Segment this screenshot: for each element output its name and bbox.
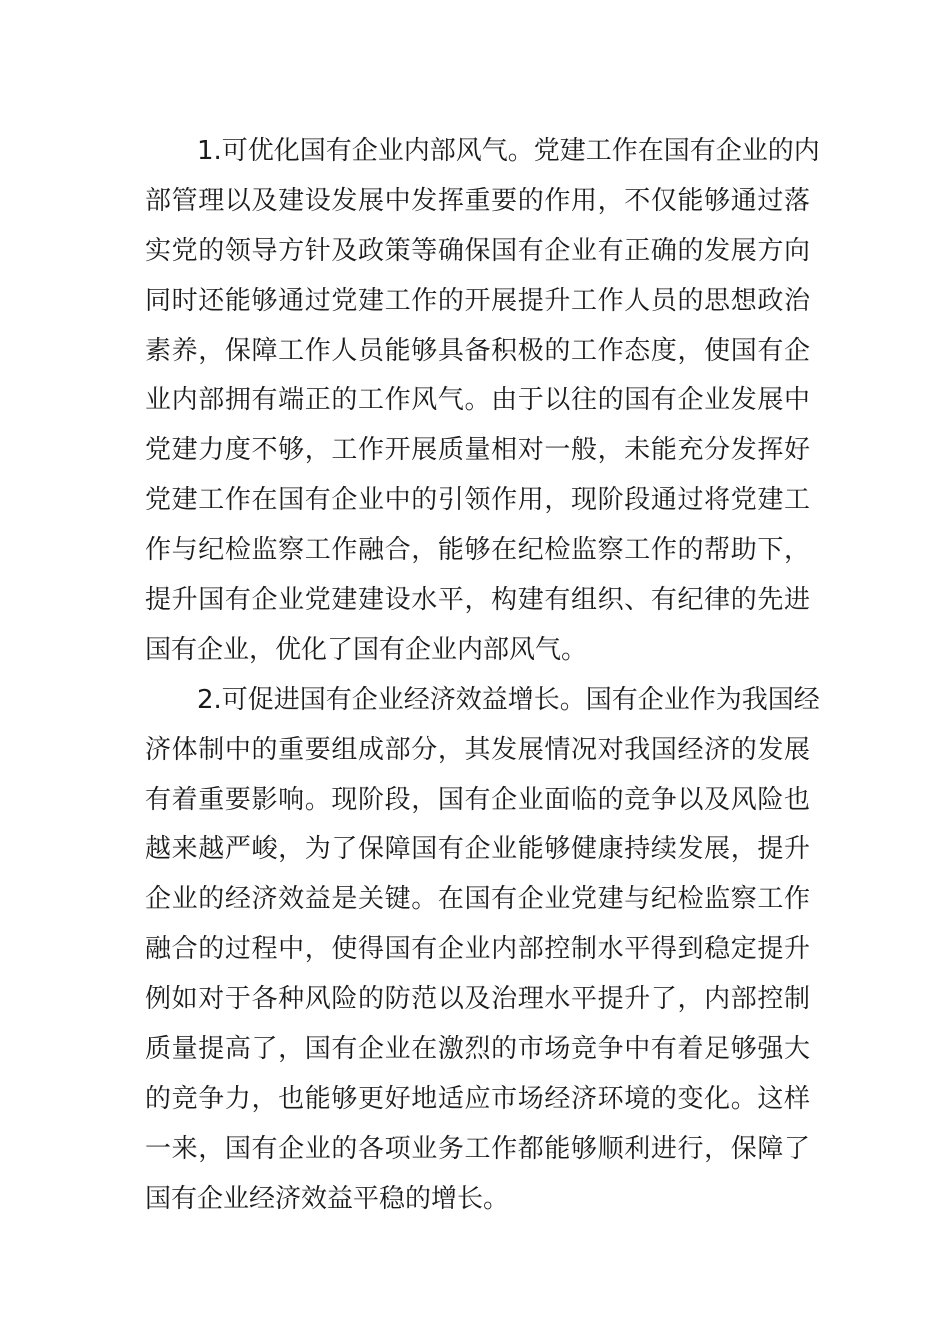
paragraph-line: 质量提高了，国有企业在激烈的市场竞争中有着足够强大 [145, 1034, 810, 1065]
paragraph-line: 济体制中的重要组成部分，其发展情况对我国经济的发展 [145, 734, 810, 765]
paragraph-line: 1.可优化国有企业内部风气。党建工作在国有企业的内 [197, 136, 820, 166]
paragraph-1 [145, 127, 820, 676]
paragraph-line: 例如对于各种风险的防范以及治理水平提升了，内部控制 [145, 984, 810, 1015]
paragraph-line: 国有企业经济效益平稳的增长。 [145, 1183, 510, 1214]
paragraph-line: 企业的经济效益是关键。在国有企业党建与纪检监察工作 [145, 884, 810, 915]
paragraph-line: 业内部拥有端正的工作风气。由于以往的国有企业发展中 [145, 385, 810, 416]
paragraph-line: 融合的过程中，使得国有企业内部控制水平得到稳定提升 [145, 934, 810, 965]
paragraph-line: 有着重要影响。现阶段，国有企业面临的竞争以及风险也 [145, 784, 810, 815]
paragraph-line: 部管理以及建设发展中发挥重要的作用，不仅能够通过落 [145, 185, 810, 216]
paragraph-line: 党建力度不够，工作开展质量相对一般，未能充分发挥好 [145, 435, 810, 466]
paragraph-line: 党建工作在国有企业中的引领作用，现阶段通过将党建工 [145, 485, 810, 516]
paragraph-line: 一来，国有企业的各项业务工作都能够顺利进行，保障了 [145, 1133, 810, 1164]
paragraph-line: 素养，保障工作人员能够具备积极的工作态度，使国有企 [145, 335, 810, 366]
document-body [145, 127, 820, 1225]
paragraph-line: 实党的领导方针及政策等确保国有企业有正确的发展方向 [145, 235, 810, 266]
paragraph-line: 同时还能够通过党建工作的开展提升工作人员的思想政治 [145, 285, 810, 316]
paragraph-line: 作与纪检监察工作融合，能够在纪检监察工作的帮助下， [145, 535, 810, 566]
paragraph-line: 2.可促进国有企业经济效益增长。国有企业作为我国经 [197, 684, 820, 715]
paragraph-line: 的竞争力，也能够更好地适应市场经济环境的变化。这样 [145, 1083, 810, 1114]
paragraph-2 [145, 676, 820, 1225]
paragraph-line: 提升国有企业党建建设水平，构建有组织、有纪律的先进 [145, 585, 810, 616]
paragraph-line: 国有企业，优化了国有企业内部风气。 [145, 634, 588, 665]
paragraph-line: 越来越严峻，为了保障国有企业能够健康持续发展，提升 [145, 834, 810, 865]
